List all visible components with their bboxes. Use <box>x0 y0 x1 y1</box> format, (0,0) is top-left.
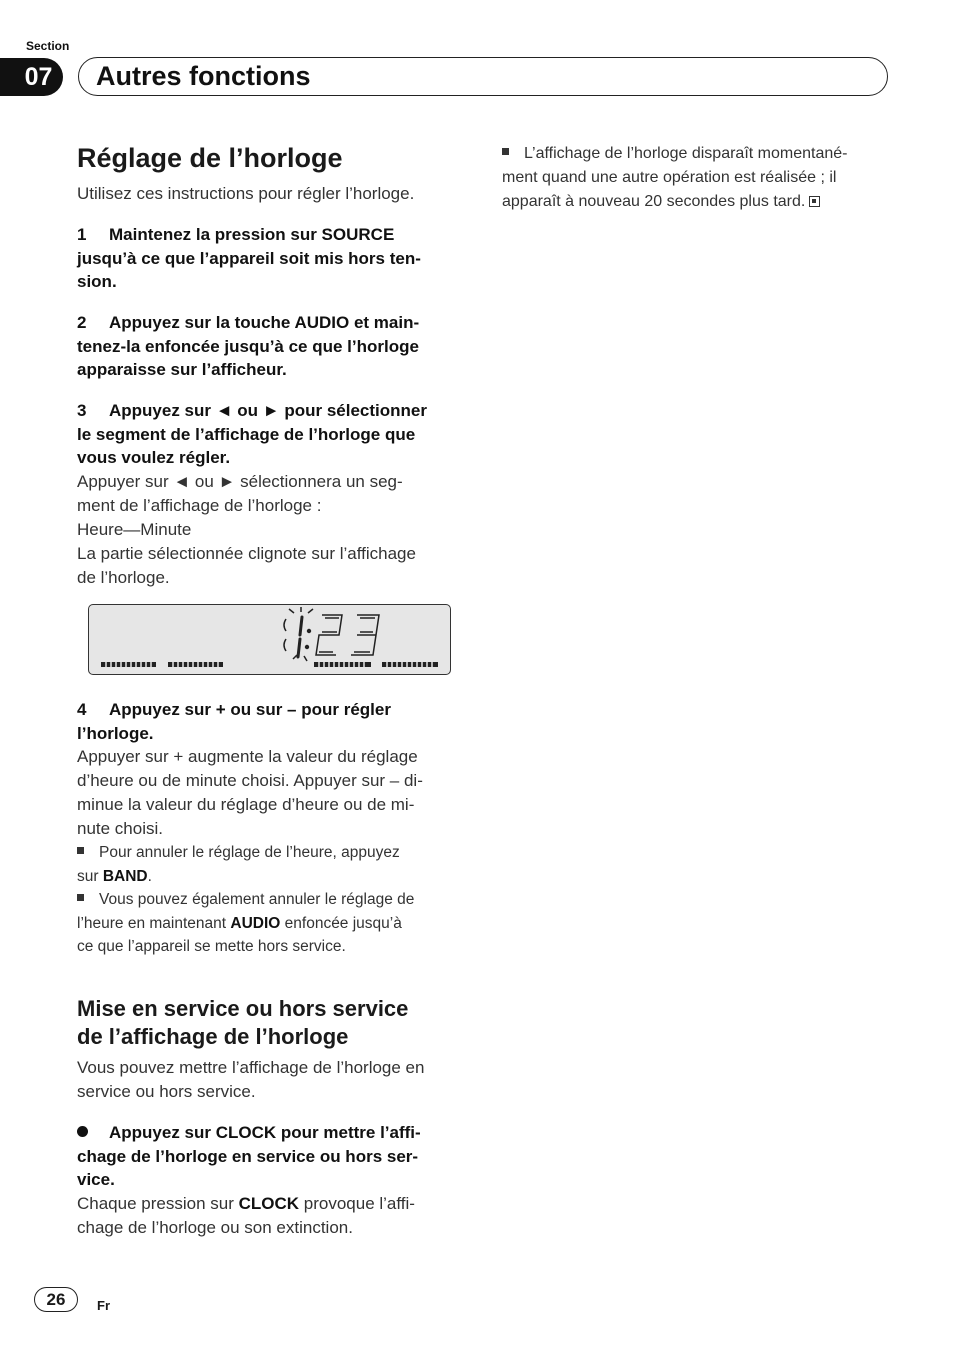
step-2 <box>77 311 462 382</box>
right-note-line-3: apparaît à nouveau 20 secondes plus tard. <box>502 193 806 210</box>
step-4-body-line-3: minue la valeur du réglage d’heure ou de mi- <box>77 795 415 814</box>
step-4-number: 4 <box>77 700 87 719</box>
note-2-line-2-pre: l’heure en maintenant <box>77 914 231 932</box>
lcd-graphic <box>89 605 449 673</box>
section-label: Section <box>26 39 70 53</box>
step-3-body <box>77 470 462 590</box>
step-4 <box>77 698 462 745</box>
clock-step-body <box>77 1192 462 1240</box>
end-of-section-icon <box>809 196 820 207</box>
step-1 <box>77 223 462 294</box>
right-note-line-1: L’affichage de l’horloge disparaît momentané- <box>524 145 848 162</box>
subsection-intro-line-2: service ou hors service. <box>77 1082 256 1101</box>
digit-minute-ones <box>351 615 379 655</box>
note-bullet-square <box>502 148 509 155</box>
subsection-intro-line-1: Vous pouvez mettre l’affichage de l’horloge en <box>77 1058 425 1077</box>
subsection-title-line-2: de l’affichage de l’horloge <box>77 1024 349 1049</box>
step-2-line-2: tenez-la enfoncée jusqu’à ce que l’horloge <box>77 336 419 356</box>
step-3-body-line-3: Heure—Minute <box>77 520 192 539</box>
step-4-body <box>77 745 462 841</box>
subsection-intro <box>77 1056 462 1104</box>
clock-step <box>77 1121 462 1192</box>
note-2-line-1: Vous pouvez également annuler le réglage de <box>99 891 415 908</box>
section-title: Autres fonctions <box>96 61 311 91</box>
clock-step-line-1: Appuyez sur CLOCK pour mettre l’affi- <box>109 1123 421 1142</box>
clock-body-line-2: chage de l’horloge ou son extinction. <box>77 1218 353 1237</box>
note-bullet-square <box>77 847 84 854</box>
step-4-body-line-1: Appuyer sur + augmente la valeur du réglage <box>77 747 418 766</box>
clock-step-line-3: vice. <box>77 1170 115 1189</box>
step-3-line-3: vous voulez régler. <box>77 448 231 467</box>
step-2-line-1: Appuyez sur la touche AUDIO et main- <box>109 313 420 332</box>
right-note-line-2: ment quand une autre opération est réalisée ; il <box>502 169 837 186</box>
subsection-title <box>77 995 462 1051</box>
step-3-body-line-2: ment de l’affichage de l’horloge : <box>77 496 322 515</box>
language-code: Fr <box>97 1298 110 1313</box>
step-4-line-1: Appuyez sur + ou sur – pour régler <box>109 700 391 719</box>
step-2-line-3: apparaisse sur l’afficheur. <box>77 360 287 379</box>
step-2-number: 2 <box>77 313 87 332</box>
page-number: 26 <box>34 1287 78 1312</box>
digit-minute-tens <box>316 615 342 655</box>
note-bullet-square <box>77 894 84 901</box>
digit-hour <box>298 617 302 657</box>
step-4-body-line-4: nute choisi. <box>77 819 163 838</box>
step-3-number: 3 <box>77 401 87 420</box>
page-title: Réglage de l’horloge <box>77 143 343 173</box>
clock-key: CLOCK <box>238 1194 300 1213</box>
note-1-line-2-pre: sur <box>77 867 103 885</box>
step-1-line-1: Maintenez la pression sur SOURCE <box>109 225 395 244</box>
step-3 <box>77 399 462 470</box>
step-3-line-2: le segment de l’affichage de l’horloge que <box>77 424 416 444</box>
step-1-line-2: jusqu’à ce que l’appareil soit mis hors ten- <box>77 248 421 268</box>
step-3-body-line-5: de l’horloge. <box>77 568 170 587</box>
step-3-body-line-1: Appuyer sur ◄ ou ► sélectionnera un seg- <box>77 472 403 491</box>
section-number-badge: 07 <box>0 58 63 96</box>
step-1-number: 1 <box>77 225 87 244</box>
note-1-line-1: Pour annuler le réglage de l’heure, appuyez <box>99 844 400 861</box>
note-1-key: BAND <box>102 867 148 885</box>
note-clock-disappears <box>502 142 890 214</box>
note-2-line-3: ce que l’appareil se mette hors service. <box>77 938 346 955</box>
clock-body-line-1-post: provoque l’affi- <box>299 1194 415 1213</box>
step-1-line-3: sion. <box>77 272 117 291</box>
clock-display-illustration <box>88 604 451 675</box>
step-4-line-2: l’horloge. <box>77 723 154 743</box>
subsection-title-line-1: Mise en service ou hors service <box>77 996 409 1021</box>
clock-body-line-1-pre: Chaque pression sur <box>77 1194 239 1213</box>
step-3-body-line-4: La partie sélectionnée clignote sur l’affichage <box>77 544 416 563</box>
note-cancel-audio <box>77 888 462 959</box>
intro-text: Utilisez ces instructions pour régler l’horloge. <box>77 184 415 203</box>
note-1-line-2-post: . <box>147 867 152 885</box>
step-4-body-line-2: d’heure ou de minute choisi. Appuyer sur – di- <box>77 771 423 790</box>
digit-colon <box>305 629 311 649</box>
note-2-line-2-post: enfoncée jusqu’à <box>280 914 402 932</box>
note-cancel-band <box>77 841 462 888</box>
note-2-key: AUDIO <box>230 914 281 932</box>
step-bullet-dot <box>77 1126 88 1137</box>
step-3-line-1: Appuyez sur ◄ ou ► pour sélectionner <box>109 401 427 420</box>
clock-step-line-2: chage de l’horloge en service ou hors ser- <box>77 1146 419 1166</box>
